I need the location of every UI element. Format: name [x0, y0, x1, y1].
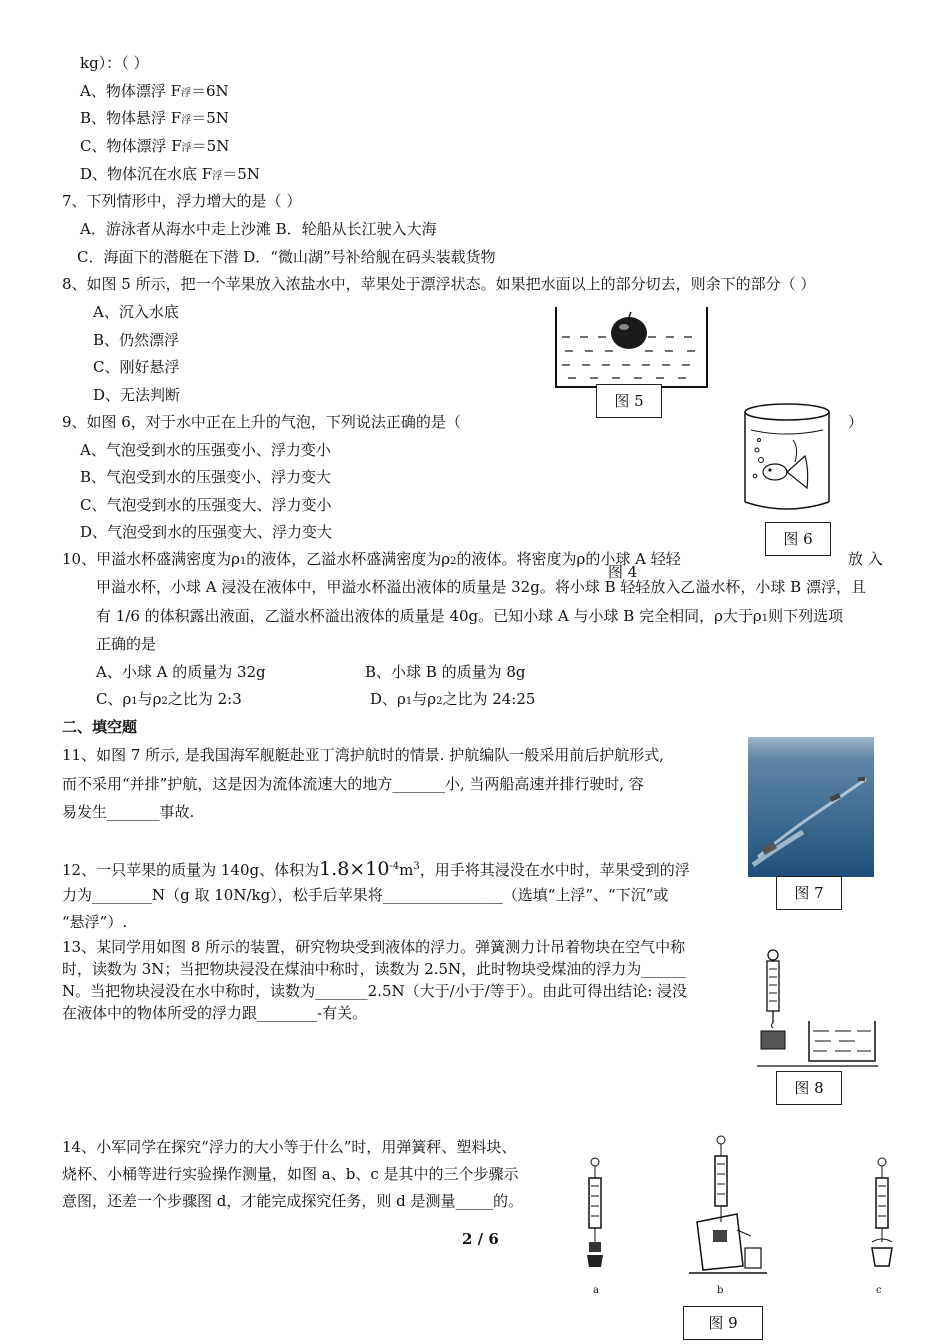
q10-line2: 甲溢水杯，小球 A 浸没在液体中，甲溢水杯溢出液体的质量是 32g。将小球 B 轻轻放入乙溢水杯，小球 B 漂浮，且 — [96, 578, 866, 596]
q11-line3: 易发生_______事故. — [62, 803, 195, 821]
q9-option-d: D、气泡受到水的压强变大、浮力变大 — [80, 523, 333, 541]
q11-line1: 11、如图 7 所示, 是我国海军舰艇赴亚丁湾护航时的情景. 护航编队一般采用前后护航形式, — [62, 746, 665, 764]
q7-options-line1: A．游泳者从海水中走上沙滩 B．轮船从长江驶入大海 — [80, 220, 437, 238]
q8-option-a: A、沉入水底 — [93, 303, 179, 321]
q13-line2: 时，读数为 3N；当把物块浸没在煤油中称时，读数为 2.5N，此时物块受煤油的浮力为______ — [62, 960, 687, 978]
q8-option-b: B、仍然漂浮 — [93, 331, 180, 349]
q10-option-b: B、小球 B 的质量为 8g — [365, 663, 526, 681]
figure-9-step-c — [862, 1150, 902, 1280]
q10-line3: 有 1/6 的体积露出液面，乙溢水杯溢出液体的质量是 40g。已知小球 A 与小球 B 完全相同，ρ大于ρ1则下列选项 — [96, 607, 844, 625]
q10-line4: 正确的是 — [96, 635, 157, 653]
figure-6-label: 图 6 — [765, 522, 831, 556]
q6-option-d: D、物体沉在水底 F浮＝5N — [80, 165, 260, 183]
q7-options-line2: C．海面下的潜艇在下潜 D．“微山湖”号补给舰在码头装载货物 — [77, 248, 496, 266]
figure-7-ships-photo — [748, 737, 874, 877]
q13-line4: 在液体中的物体所受的浮力跟________-有关。 — [62, 1004, 368, 1022]
q6-stem-tail: kg）：（ ） — [80, 54, 149, 72]
q9-option-c: C、气泡受到水的压强变大、浮力变小 — [80, 496, 332, 514]
q8-option-c: C、刚好悬浮 — [93, 358, 180, 376]
q14-line1: 14、小军同学在探究“浮力的大小等于什么”时，用弹簧秤、塑料块、 — [62, 1138, 517, 1156]
section-2-heading: 二、填空题 — [62, 718, 138, 736]
q12-line3: “悬浮”）. — [62, 913, 128, 931]
figure-9-step-a — [575, 1150, 615, 1280]
figure-8-label: 图 8 — [776, 1071, 842, 1105]
q10-option-d: D、ρ1与ρ2之比为 24:25 — [370, 690, 536, 708]
q8-option-d: D、无法判断 — [93, 386, 181, 404]
q12-line2: 力为________N（g 取 10N/kg），松手后苹果将________________（选填“上浮”、“下沉”或 — [62, 886, 669, 904]
figure-9-caption-c: c — [876, 1285, 882, 1296]
q8-stem: 8、如图 5 所示，把一个苹果放入浓盐水中，苹果处于漂浮状态。如果把水面以上的部分切去，则余下的部分（ ） — [62, 275, 816, 293]
figure-5-label: 图 5 — [596, 384, 662, 418]
q9-option-a: A、气泡受到水的压强变小、浮力变小 — [80, 441, 331, 459]
figure-8-spring-scale — [755, 945, 880, 1070]
q10-line1-end: 放 入 — [848, 550, 883, 568]
figure-5-beaker-apple — [550, 305, 715, 390]
figure-9-caption-a: a — [593, 1285, 599, 1296]
q14-line2: 烧杯、小桶等进行实验操作测量，如图 a、b、c 是其中的三个步骤示 — [62, 1165, 519, 1183]
figure-6-fish-tank — [737, 400, 837, 518]
q9-stem: 9、如图 6，对于水中正在上升的气泡，下列说法正确的是（ — [62, 413, 461, 431]
q7-stem: 7、下列情形中，浮力增大的是（ ） — [62, 192, 302, 210]
q6-option-a: A、物体漂浮 F浮＝6N — [80, 82, 229, 100]
figure-4-label: 图 4 — [608, 563, 638, 581]
q10-option-c: C、ρ1与ρ2之比为 2:3 — [96, 690, 242, 708]
page-number: 2 / 6 — [462, 1230, 499, 1248]
q13-line3: N。当把物块浸没在水中称时，读数为_______2.5N（大于/小于/等于）。由此可得出结论: 浸没 — [62, 982, 688, 1000]
q10-line1: 10、甲溢水杯盛满密度为ρ1的液体，乙溢水杯盛满密度为ρ2的液体。将密度为ρ的小球 A 轻轻 — [62, 550, 681, 568]
q10-option-a: A、小球 A 的质量为 32g — [96, 663, 266, 681]
figure-7-label: 图 7 — [776, 876, 842, 910]
figure-9-label: 图 9 — [683, 1306, 763, 1340]
q12-line1: 12、一只苹果的质量为 140g、体积为$1.8\times 10^{-4}m^3$，用手将其浸没在水中时，苹果受到的浮 — [62, 858, 690, 880]
q6-option-b: B、物体悬浮 F浮＝5N — [80, 109, 229, 127]
q6-option-c: C、物体漂浮 F浮＝5N — [80, 137, 230, 155]
q9-stem-end: ） — [848, 413, 864, 431]
figure-9-step-b — [685, 1130, 770, 1280]
figure-9-caption-b: b — [717, 1285, 724, 1296]
q11-line2: 而不采用“并排”护航，这是因为流体流速大的地方_______小, 当两船高速并排行驶时, 容 — [62, 775, 644, 793]
q14-line3: 意图，还差一个步骤图 d，才能完成探究任务，则 d 是测量_____的。 — [62, 1192, 524, 1210]
q9-option-b: B、气泡受到水的压强变小、浮力变大 — [80, 468, 332, 486]
q13-line1: 13、某同学用如图 8 所示的装置，研究物块受到液体的浮力。弹簧测力计吊着物块在空气中称 — [62, 938, 686, 956]
